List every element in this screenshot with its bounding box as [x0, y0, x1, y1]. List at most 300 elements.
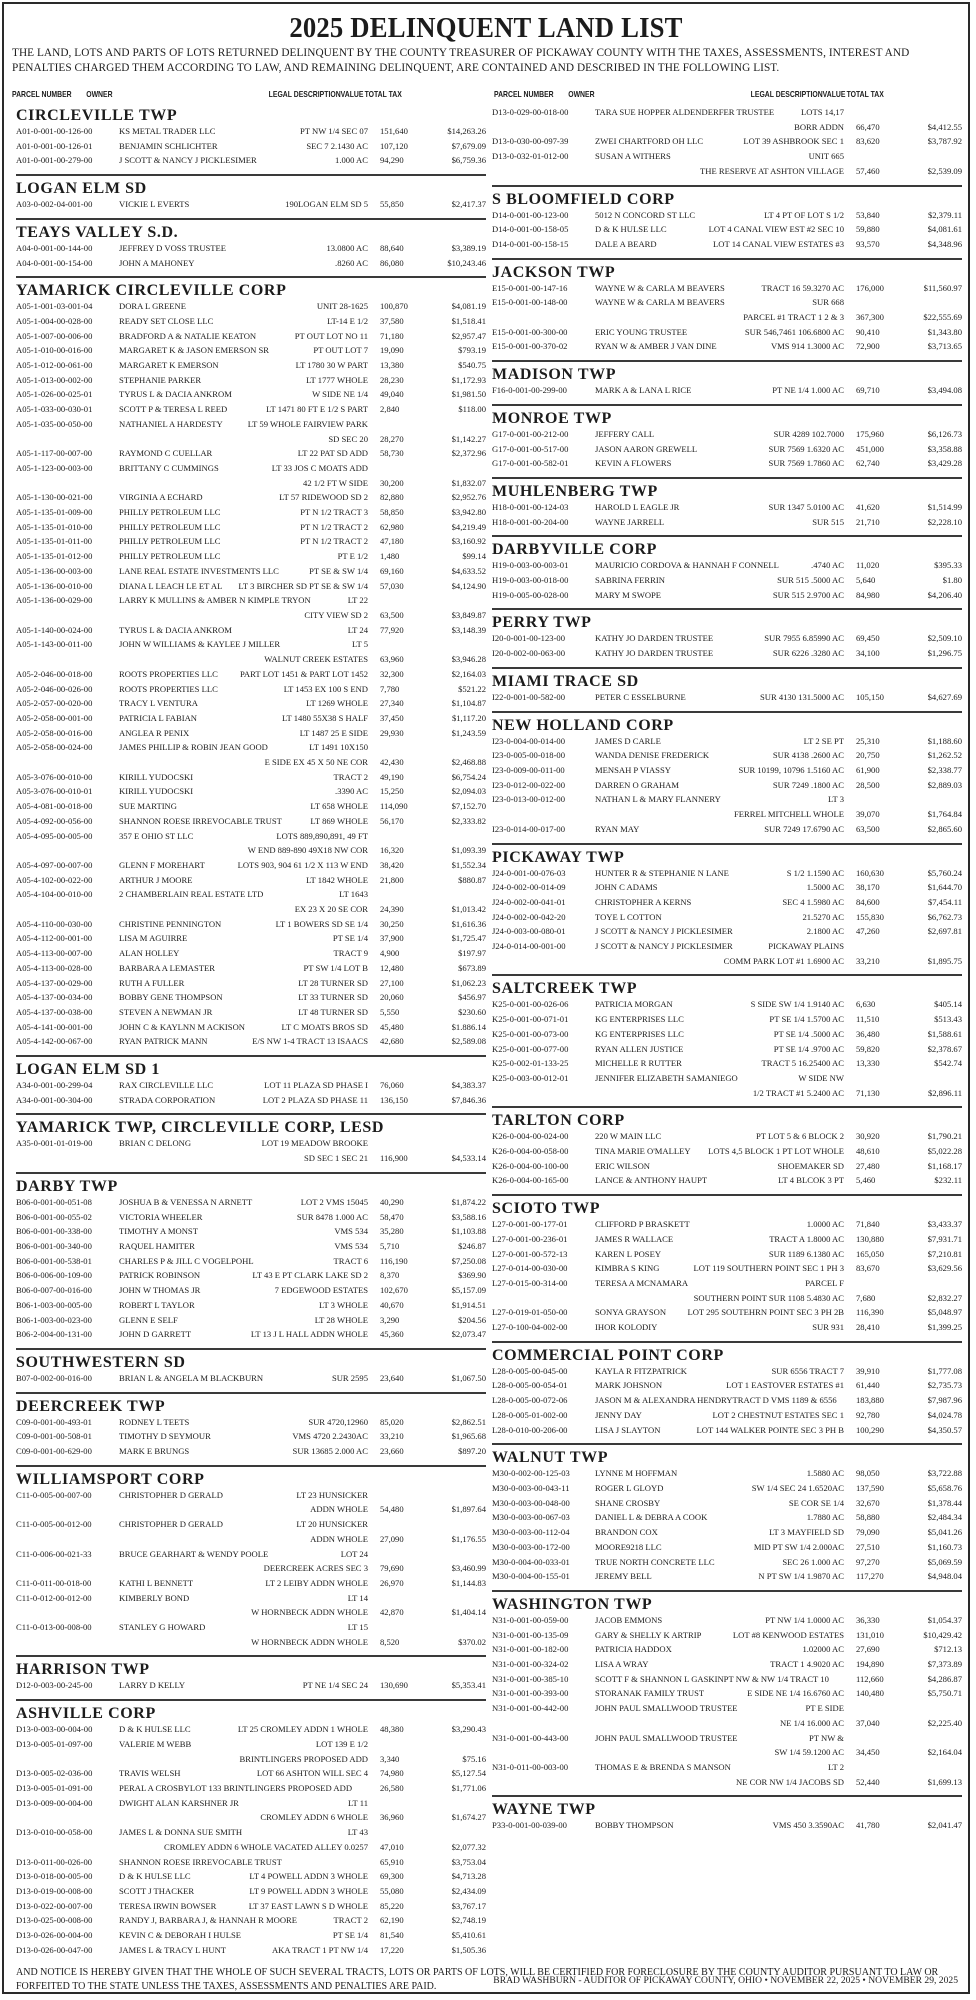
assessed-value: 11,020: [856, 560, 880, 571]
owner-legal-group: [119, 1034, 368, 1049]
assessed-value: 3,290: [380, 1314, 400, 1325]
parcel-number: H18-0-001-00-124-03: [492, 501, 569, 512]
total-tax: $6,762.73: [927, 911, 962, 922]
total-tax: $1,067.50: [451, 1372, 486, 1383]
owner-legal-group: [119, 564, 368, 579]
owner-legal-group: [595, 807, 844, 822]
owner-legal-group: [119, 387, 368, 402]
owner-name: TIMOTHY A MONST: [119, 1226, 198, 1237]
owner-name: PATRICIA MORGAN: [595, 999, 673, 1010]
assessed-value: 62,980: [380, 521, 404, 532]
legal-description: TRACT 2: [333, 771, 368, 782]
owner-legal-group: [119, 652, 368, 667]
owner-name: BOBBY THOMPSON: [595, 1820, 674, 1831]
legal-notice-page: [2, 2, 970, 1994]
total-tax: $369.90: [458, 1270, 486, 1281]
owner-legal-group: [119, 139, 368, 154]
owner-legal-group: [119, 1913, 368, 1928]
owner-legal-group: [119, 432, 368, 447]
parcel-row: [492, 1320, 962, 1335]
owner-legal-group: [119, 1635, 368, 1650]
legal-description: 2.1800 AC: [806, 926, 844, 937]
parcel-number: [492, 1716, 595, 1731]
total-tax: $4,627.69: [927, 691, 962, 702]
owner-legal-group: [119, 197, 368, 212]
assessed-value: 65,910: [380, 1856, 404, 1867]
total-tax: [430, 1591, 486, 1606]
parcel-row: [16, 314, 486, 329]
legal-description: SUR 2595: [331, 1372, 368, 1383]
legal-description: SUR 13685 2.000 AC: [292, 1446, 368, 1457]
district-title: LOGAN ELM SD: [16, 180, 147, 198]
parcel-number: A05-1-004-00-028-00: [16, 315, 93, 326]
owner-name: RYAN PATRICK MANN: [119, 1036, 208, 1047]
owner-legal-group: [595, 763, 844, 778]
district-title: PERRY TWP: [492, 614, 592, 632]
parcel-number: L28-0-010-00-206-00: [492, 1424, 568, 1435]
assessed-value: 32,300: [380, 668, 404, 679]
header-tax: TOTAL TAX: [846, 89, 884, 99]
legal-description: LT 13 J L HALL ADDN WHOLE: [250, 1329, 368, 1340]
owner-legal-group: [595, 281, 844, 296]
legal-description: LOTS 14,17: [801, 107, 844, 117]
owner-name: JOHN W THOMAS JR: [119, 1285, 201, 1296]
parcel-number: K25-0-001-00-073-00: [492, 1028, 569, 1039]
parcel-row: [16, 1283, 486, 1298]
owner-name: JOHN C ADAMS: [595, 882, 658, 893]
owner-legal-group: [119, 1444, 368, 1459]
total-tax: $793.19: [458, 345, 486, 356]
total-tax: $1,172.93: [451, 374, 486, 385]
owner-legal-group: [595, 1393, 844, 1408]
legal-description: CROMLEY ADDN 6 WHOLE VACATED ALLEY 0.0257: [164, 1841, 368, 1852]
parcel-number: [16, 1532, 119, 1547]
owner-legal-group: [595, 558, 844, 573]
parcel-row: [492, 631, 962, 646]
owner-name: BARBARA A LEMASTER: [119, 962, 215, 973]
legal-description: LT 43 E PT CLARK LAKE SD 2: [252, 1270, 368, 1281]
parcel-number: H19-0-003-00-003-01: [492, 560, 569, 571]
legal-description: SUR 10199, 10796 1.5160 AC: [738, 764, 844, 775]
owner-name: ERIC YOUNG TRUSTEE: [595, 326, 688, 337]
district-title: WAYNE TWP: [492, 1801, 596, 1819]
legal-description: SUR 7569 1.7860 AC: [768, 458, 844, 469]
district-title: COMMERCIAL POINT CORP: [492, 1346, 724, 1364]
legal-description: 1.7880 AC: [806, 1512, 844, 1523]
parcel-row: [16, 461, 486, 476]
total-tax: $4,713.28: [451, 1871, 486, 1882]
district-title: PICKAWAY TWP: [492, 848, 625, 866]
legal-description: LT 33 TURNER SD: [298, 992, 368, 1003]
owner-legal-group: [119, 1210, 368, 1225]
owner-legal-group: [119, 1855, 368, 1870]
assessed-value: 71,840: [856, 1219, 880, 1230]
assessed-value: 62,190: [380, 1915, 404, 1926]
parcel-number: [492, 1086, 595, 1101]
legal-description: S 1/2 1.1590 AC: [786, 867, 844, 878]
owner-name: CHRISTOPHER D GERALD: [119, 1489, 223, 1500]
assessed-value: 94,290: [380, 155, 404, 166]
total-tax: [906, 1701, 962, 1716]
assessed-value: 72,900: [856, 341, 880, 352]
total-tax: $2,862.51: [451, 1416, 486, 1427]
total-tax: $2,379.11: [927, 209, 962, 220]
legal-description: 1/2 TRACT #1 5.2400 AC: [752, 1087, 844, 1098]
parcel-number: L27-0-001-00-177-01: [492, 1219, 568, 1230]
total-tax: $4,412.55: [927, 121, 962, 132]
parcel-number: M30-0-004-00-033-01: [492, 1556, 570, 1567]
total-tax: $1,142.27: [451, 433, 486, 444]
district-section: [16, 1113, 486, 1168]
district-title: S BLOOMFIELD CORP: [492, 190, 675, 208]
owner-name: MICHELLE R RUTTER: [595, 1058, 682, 1069]
total-tax: $4,081.19: [451, 301, 486, 312]
total-tax: $2,889.03: [927, 779, 962, 790]
owner-legal-group: [119, 593, 368, 608]
owner-name: MARY M SWOPE: [595, 589, 662, 600]
parcel-row: [16, 917, 486, 932]
total-tax: $2,952.76: [451, 492, 486, 503]
legal-description: LOT 4 CANAL VIEW EST #2 SEC 10: [708, 224, 844, 235]
legal-description: SUR 1189 6.1380 AC: [768, 1248, 844, 1259]
owner-legal-group: [119, 1620, 368, 1635]
total-tax: $3,767.17: [451, 1900, 486, 1911]
owner-name: LANCE & ANTHONY HAUPT: [595, 1175, 708, 1186]
legal-description: 1.5880 AC: [806, 1468, 844, 1479]
parcel-row: [16, 1078, 486, 1093]
owner-legal-group: [595, 880, 844, 895]
owner-legal-group: [595, 120, 844, 135]
parcel-row: [492, 281, 962, 296]
assessed-value: 165,050: [856, 1248, 884, 1259]
owner-legal-group: [119, 1840, 368, 1855]
owner-legal-group: [595, 1423, 844, 1438]
parcel-number: [16, 652, 119, 667]
owner-legal-group: [119, 343, 368, 358]
owner-legal-group: [595, 910, 844, 925]
assessed-value: 41,780: [856, 1820, 880, 1831]
total-tax: $4,633.52: [451, 565, 486, 576]
assessed-value: 48,380: [380, 1724, 404, 1735]
parcel-number: J24-0-002-00-014-09: [492, 882, 566, 893]
assessed-value: 52,440: [856, 1776, 880, 1787]
parcel-row: [492, 1760, 962, 1775]
total-tax: $2,468.88: [451, 757, 486, 768]
legal-description: LT 11: [348, 1797, 368, 1808]
assessed-value: 77,920: [380, 624, 404, 635]
parcel-row: [16, 623, 486, 638]
owner-legal-group: [595, 1305, 844, 1320]
parcel-row: [16, 1195, 486, 1210]
owner-name: DALE A BEARD: [595, 238, 657, 249]
total-tax: $3,433.37: [927, 1219, 962, 1230]
parcel-number: L27-0-001-00-572-13: [492, 1248, 568, 1259]
legal-description: LT 1777 WHOLE: [306, 374, 368, 385]
district-title: YAMARICK TWP, CIRCLEVILLE CORP, LESD: [16, 1119, 385, 1137]
owner-legal-group: [119, 1561, 368, 1576]
owner-legal-group: [119, 1899, 368, 1914]
parcel-row: [16, 564, 486, 579]
assessed-value: 47,180: [380, 536, 404, 547]
parcel-row: [16, 1093, 486, 1108]
parcel-row: [492, 1555, 962, 1570]
parcel-row: [492, 1818, 962, 1833]
owner-name: DANIEL L & DEBRA A COOK: [595, 1512, 708, 1523]
assessed-value: 86,080: [380, 257, 404, 268]
parcel-row: [16, 329, 486, 344]
total-tax: $2,225.40: [927, 1717, 962, 1728]
owner-legal-group: [119, 153, 368, 168]
total-tax: $2,832.27: [927, 1292, 962, 1303]
parcel-row: [16, 1517, 486, 1532]
legal-description: PARCEL #1 TRACT 1 2 & 3: [743, 312, 844, 323]
legal-description: LOTS 4,5 BLOCK 1 PT LOT WHOLE: [708, 1146, 844, 1157]
district-section: [492, 1795, 962, 1836]
owner-legal-group: [119, 696, 368, 711]
parcel-row: [492, 1701, 962, 1716]
total-tax: [906, 1760, 962, 1775]
assessed-value: 88,640: [380, 242, 404, 253]
legal-description: TRACT 1 4.9020 AC: [770, 1659, 844, 1670]
assessed-value: 13,380: [380, 360, 404, 371]
total-tax: $5,127.54: [451, 1768, 486, 1779]
owner-name: KG ENTERPRISES LLC: [595, 1014, 684, 1025]
assessed-value: [368, 829, 430, 844]
legal-description: PT OUT LOT NO 11: [294, 330, 368, 341]
assessed-value: [844, 1701, 906, 1716]
legal-description: W HORNBECK ADDN WHOLE: [251, 1607, 368, 1618]
owner-name: MARGARET K & JASON EMERSON SR: [119, 345, 270, 356]
district-title: SALTCREEK TWP: [492, 980, 638, 998]
owner-name: JOHN C & KAYLNN M ACKISON: [119, 1021, 245, 1032]
parcel-number: A05-4-110-00-030-00: [16, 918, 93, 929]
owner-name: [119, 476, 303, 491]
owner-legal-group: [595, 222, 844, 237]
legal-description: SUR 515 2.9700 AC: [772, 589, 844, 600]
parcel-row: [16, 1899, 486, 1914]
parcel-row: [492, 383, 962, 398]
parcel-row: [492, 1261, 962, 1276]
legal-description: 1.000 AC: [335, 155, 368, 166]
total-tax: $1,117.20: [451, 712, 486, 723]
total-tax: $1,514.99: [927, 501, 962, 512]
parcel-number: D13-0-005-02-036-00: [16, 1768, 93, 1779]
parcel-number: K26-0-004-00-024-00: [492, 1131, 569, 1142]
total-tax: $3,713.65: [927, 341, 962, 352]
owner-legal-group: [595, 1775, 844, 1790]
owner-name: NATHANIEL A HARDESTY: [119, 418, 223, 429]
assessed-value: 74,980: [380, 1768, 404, 1779]
owner-name: STORANAK FAMILY TRUST: [595, 1688, 705, 1699]
assessed-value: 63,500: [856, 823, 880, 834]
assessed-value: 39,910: [856, 1365, 880, 1376]
district-section: [16, 276, 486, 1052]
parcel-number: G17-0-001-00-212-00: [492, 428, 569, 439]
legal-description: PT E 1/2: [337, 551, 368, 562]
owner-name: ANGLEA R PENIX: [119, 727, 190, 738]
parcel-number: L28-0-005-00-045-00: [492, 1365, 568, 1376]
owner-legal-group: [119, 505, 368, 520]
parcel-row: [16, 1136, 486, 1151]
total-tax: $4,219.49: [451, 521, 486, 532]
parcel-row: [492, 1686, 962, 1701]
owner-legal-group: [119, 1605, 368, 1620]
legal-description: LT 5: [352, 639, 368, 650]
owner-legal-group: [595, 1760, 844, 1775]
total-tax: $2,372.96: [451, 448, 486, 459]
parcel-number: A35-0-001-01-019-00: [16, 1138, 93, 1149]
legal-description: ADDN WHOLE: [310, 1533, 368, 1544]
assessed-value: 38,420: [380, 859, 404, 870]
parcel-number: D14-0-001-00-123-00: [492, 209, 569, 220]
total-tax: $1,103.88: [451, 1226, 486, 1237]
total-tax: $1,588.61: [927, 1028, 962, 1039]
parcel-row: [492, 1159, 962, 1174]
parcel-row: [16, 1561, 486, 1576]
total-tax: $542.74: [934, 1058, 962, 1069]
parcel-row: [492, 954, 962, 969]
owner-legal-group: [595, 954, 844, 969]
district-section: [16, 1392, 486, 1462]
legal-description: VMS 914 1.3000 AC: [770, 341, 844, 352]
parcel-row: [492, 1291, 962, 1306]
assessed-value: 84,600: [856, 896, 880, 907]
left-column: [16, 103, 486, 1960]
owner-name: GARY & SHELLY K ARTRIP: [595, 1629, 702, 1640]
legal-description: SHOEMAKER SD: [777, 1160, 844, 1171]
parcel-number: A05-2-057-00-020-00: [16, 698, 93, 709]
parcel-row: [492, 1042, 962, 1057]
parcel-row: [16, 402, 486, 417]
parcel-row: [492, 1012, 962, 1027]
parcel-number: A05-1-001-03-001-04: [16, 301, 93, 312]
owner-name: PHILLY PETROLEUM LLC: [119, 551, 221, 562]
header-parcel: PARCEL NUMBER: [494, 89, 554, 99]
parcel-row: [492, 1217, 962, 1232]
assessed-value: 34,450: [856, 1747, 880, 1758]
legal-description: ADDN WHOLE: [310, 1504, 368, 1515]
assessed-value: 160,630: [856, 867, 884, 878]
legal-description: PT SE 1/4 1.5700 AC: [769, 1014, 844, 1025]
district-title: DARBYVILLE CORP: [492, 541, 658, 559]
parcel-number: D13-0-022-00-007-00: [16, 1900, 93, 1911]
owner-legal-group: [595, 1027, 844, 1042]
owner-legal-group: [119, 623, 368, 638]
owner-name: TRUE NORTH CONCRETE LLC: [595, 1556, 715, 1567]
owner-legal-group: [119, 1576, 368, 1591]
owner-legal-group: [595, 1232, 844, 1247]
parcel-number: I20-0-001-00-123-00: [492, 633, 566, 644]
owner-legal-group: [595, 1291, 844, 1306]
owner-name: RAX CIRCLEVILLE LLC: [119, 1080, 214, 1091]
owner-name: LANE REAL ESTATE INVESTMENTS LLC: [119, 565, 279, 576]
parcel-row: [492, 164, 962, 179]
owner-name: [119, 1532, 310, 1547]
district-title: WILLIAMSPORT CORP: [16, 1470, 205, 1488]
assessed-value: [844, 295, 906, 310]
owner-name: JAMES D CARLE: [595, 735, 661, 746]
district-section: [16, 218, 486, 273]
owner-name: RAYMOND C CUELLAR: [119, 448, 213, 459]
parcel-row: [16, 799, 486, 814]
district-section: [492, 103, 962, 182]
owner-legal-group: [119, 931, 368, 946]
page-title: 2025 DELINQUENT LAND LIST: [289, 12, 683, 44]
assessed-value: 32,670: [856, 1497, 880, 1508]
owner-name: KG ENTERPRISES LLC: [595, 1028, 684, 1039]
assessed-value: 58,880: [856, 1512, 880, 1523]
assessed-value: 92,780: [856, 1409, 880, 1420]
owner-name: KIRILL YUDOCSKI: [119, 771, 194, 782]
parcel-row: [16, 1313, 486, 1328]
parcel-row: [16, 1327, 486, 1342]
legal-description: SW 1/4 SEC 24 1.6520AC: [751, 1483, 844, 1493]
owner-name: CHRISTOPHER A KERNS: [595, 896, 692, 907]
owner-name: BRADFORD A & NATALIE KEATON: [119, 330, 257, 341]
column-headers-right: [494, 89, 884, 103]
legal-description: LOT 2 VMS 15045: [300, 1196, 368, 1207]
total-tax: $1,013.42: [451, 904, 486, 915]
parcel-number: D13-0-030-00-097-39: [492, 136, 569, 147]
legal-description: E SIDE NE 1/4 16.6760 AC: [747, 1688, 844, 1699]
legal-description: BRINTLINGERS PROPOSED ADD: [239, 1753, 368, 1764]
assessed-value: 39,070: [856, 809, 880, 820]
owner-legal-group: [119, 299, 368, 314]
owner-legal-group: [595, 237, 844, 252]
owner-legal-group: [119, 784, 368, 799]
total-tax: $1,296.75: [927, 648, 962, 659]
owner-name: RODNEY L TEETS: [119, 1416, 190, 1427]
owner-name: TRACY L VENTURA: [119, 698, 198, 709]
legal-description: LT 1643: [339, 889, 368, 900]
total-tax: $3,629.56: [927, 1263, 962, 1274]
parcel-number: I23-0-005-00-018-00: [492, 750, 566, 761]
assessed-value: 97,270: [856, 1556, 880, 1567]
owner-name: [119, 1605, 251, 1620]
owner-legal-group: [119, 1796, 368, 1811]
parcel-number: A05-4-137-00-038-00: [16, 1006, 93, 1017]
parcel-row: [16, 1415, 486, 1430]
total-tax: $6,126.73: [927, 428, 962, 439]
owner-legal-group: [595, 1173, 844, 1188]
total-tax: $11,560.97: [923, 282, 962, 293]
parcel-number: A04-0-001-00-144-00: [16, 242, 93, 253]
parcel-number: A05-4-097-00-007-00: [16, 859, 93, 870]
total-tax: $14,263.26: [447, 126, 486, 136]
district-title: HARRISON TWP: [16, 1661, 150, 1679]
owner-name: KIMBRA S KING: [595, 1263, 660, 1274]
owner-legal-group: [595, 1540, 844, 1555]
district-section: [16, 1655, 486, 1696]
legal-description: LT 1780 30 W PART: [295, 360, 368, 371]
parcel-number: A05-1-013-00-002-00: [16, 374, 93, 385]
parcel-number: A05-1-143-00-011-00: [16, 639, 93, 650]
total-tax: $6,754.24: [451, 771, 486, 782]
district-section: [492, 360, 962, 401]
legal-description: .8260 AC: [335, 257, 368, 268]
district-section: [492, 711, 962, 840]
parcel-row: [16, 1825, 486, 1840]
parcel-row: [492, 1466, 962, 1481]
total-tax: $1,644.70: [927, 882, 962, 893]
parcel-row: [16, 1620, 486, 1635]
parcel-number: [16, 902, 119, 917]
assessed-value: 28,500: [856, 779, 880, 790]
legal-description: LT 59 WHOLE FAIRVIEW PARK: [247, 418, 368, 429]
parcel-number: L28-0-005-01-002-00: [492, 1409, 568, 1420]
parcel-number: A05-2-046-00-018-00: [16, 668, 93, 679]
total-tax: $4,348.96: [927, 238, 962, 249]
